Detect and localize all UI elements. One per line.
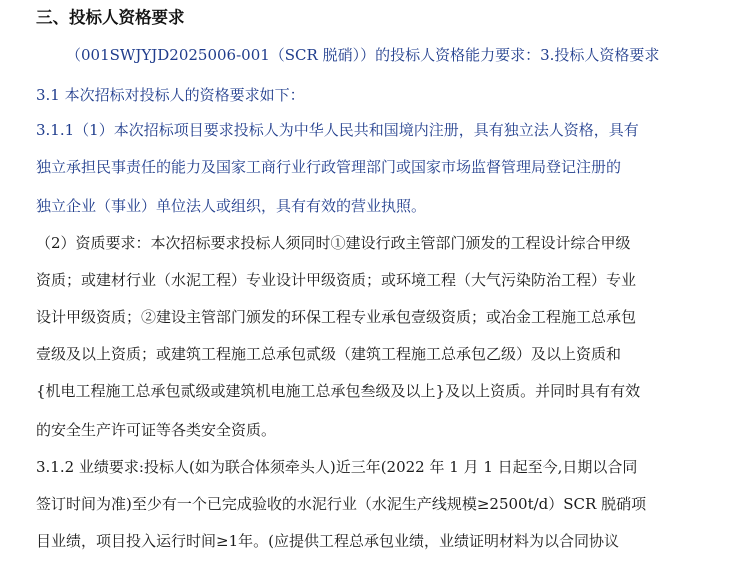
paragraph-line-7: 资质；或建材行业（水泥工程）专业设计甲级资质；或环境工程（大气污染防治工程）专业 [36,271,637,289]
paragraph-line-2: 3.1 本次招标对投标人的资格要求如下： [36,86,305,104]
paragraph-line-5: 独立企业（事业）单位法人或组织，具有有效的营业执照。 [36,197,427,215]
paragraph-line-13: 签订时间为准)至少有一个已完成验收的水泥行业（水泥生产线规模≥2500t/d）SCR 脱硝项 [36,495,647,513]
paragraph-line-10: {机电工程施工总承包贰级或建筑机电施工总承包叁级及以上}及以上资质。并同时具有有效 [36,382,641,400]
paragraph-line-1: （001SWJYJD2025006-001（SCR 脱硝））的投标人资格能力要求：3.投标人资格要求 [66,46,660,64]
paragraph-line-12: 3.1.2 业绩要求:投标人(如为联合体须牵头人)近三年(2022 年 1 月 1 日起至今,日期以合同 [36,458,638,476]
paragraph-line-8: 设计甲级资质；②建设主管部门颁发的环保工程专业承包壹级资质；或冶金工程施工总承包 [36,308,637,326]
section-heading: 三、投标人资格要求 [36,8,185,27]
paragraph-line-14: 目业绩，项目投入运行时间≥1年。(应提供工程总承包业绩，业绩证明材料为以合同协议 [36,532,619,550]
paragraph-line-6: （2）资质要求：本次招标要求投标人须同时①建设行政主管部门颁发的工程设计综合甲级 [36,234,631,252]
paragraph-line-11: 的安全生产许可证等各类安全资质。 [36,421,277,439]
paragraph-line-9: 壹级及以上资质；或建筑工程施工总承包贰级（建筑工程施工总承包乙级）及以上资质和 [36,345,622,363]
paragraph-line-3: 3.1.1（1）本次招标项目要求投标人为中华人民共和国境内注册，具有独立法人资格，具有 [36,121,639,139]
paragraph-line-4: 独立承担民事责任的能力及国家工商行业行政管理部门或国家市场监督管理局登记注册的 [36,158,622,176]
